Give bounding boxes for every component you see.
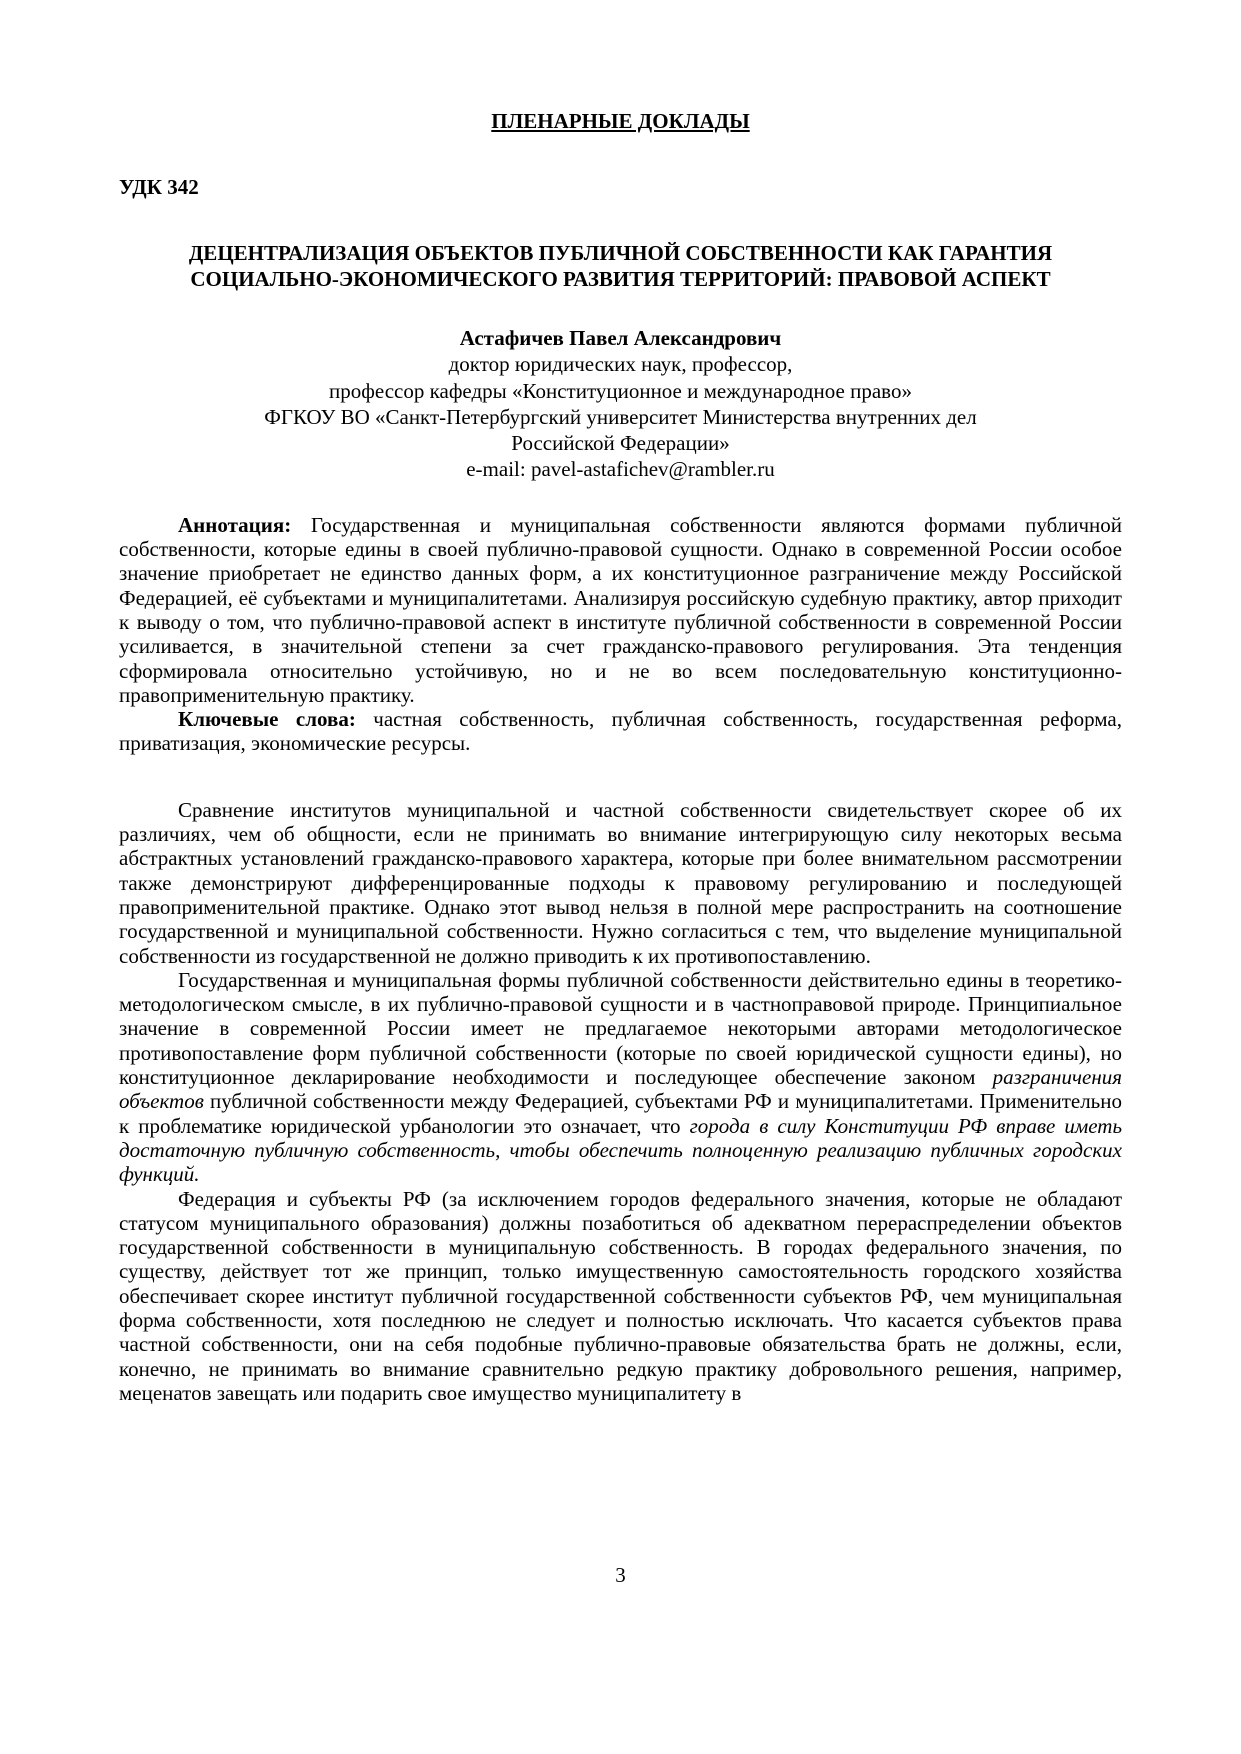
page-number: 3 (615, 1563, 626, 1587)
body-paragraph-2-text-c: публичной собственности между Федерацией, субъектами РФ и муниципалитетами. Применительно к проблематике юридической урбанологии это означает, что (119, 1089, 1122, 1138)
author-name: Астафичев Павел Александрович (459, 326, 782, 350)
body-paragraph-2-emphasis-1: разграничения объектов (119, 1065, 1122, 1114)
keywords (119, 707, 1122, 756)
paper-title (119, 240, 1122, 292)
title-line-1: ДЕЦЕНТРАЛИЗАЦИЯ ОБЪЕКТОВ ПУБЛИЧНОЙ СОБСТВЕННОСТИ КАК ГАРАНТИЯ (188, 241, 1053, 265)
keywords-text: частная собственность, публичная собственность, государственная реформа, приватизация, экономические ресурсы. (119, 707, 1122, 756)
body-paragraph-2 (119, 968, 1122, 1187)
body-paragraph-2-emphasis-2: города в силу Конституции РФ вправе иметь достаточную публичную собственность, чтобы обеспечить полноценную реализацию публичных городских функций. (119, 1113, 1123, 1187)
document-page (119, 100, 1122, 1720)
author-position: профессор кафедры «Конституционное и международное право» (329, 378, 912, 403)
author-degree: доктор юридических наук, профессор, (448, 352, 793, 377)
udk-code: УДК 342 (119, 175, 199, 199)
abstract-text: Государственная и муниципальная собственности являются формами публичной собственности, которые едины в своей публично-правовой сущности. Однако в современной России особое значение приобретает не единство данных форм, а их конституционное разграничение между Российской Федерацией, её субъектами и муниципалитетами. Анализируя российскую судебную практику, автор приходит к выводу о том, что публично-правовой аспект в институте публичной собственности в современной России усиливается, в значительной степени за счет гражданско-правового регулирования. Эта тенденция сформировала относительно устойчивую, но и не во всем последовательную конституционно-правоприменительную практику. (119, 512, 1122, 707)
abstract (119, 513, 1122, 707)
body-paragraph-3: Федерация и субъекты РФ (за исключением городов федерального значения, которые не обладают статусом муниципального образования) должны позаботиться об адекватном перераспределении объектов государственной собственности в муниципальную собственность. В городах федерального значения, по существу, действует тот же принцип, только имущественную самостоятельность городского хозяйства обеспечивает скорее институт публичной государственной собственности субъектов РФ, чем муниципальная форма собственности, хотя последнюю не следует и полностью исключать. Что касается субъектов права частной собственности, они на себя подобные публично-правовые обязательства брать не должны, если, конечно, не принимать во внимание сравнительно редкую практику добровольного решения, например, меценатов завещать или подарить свое имущество муниципалитету в (119, 1186, 1122, 1405)
title-line-2: СОЦИАЛЬНО-ЭКОНОМИЧЕСКОГО РАЗВИТИЯ ТЕРРИТОРИЙ: ПРАВОВОЙ АСПЕКТ (190, 267, 1051, 291)
body-paragraph-2-text-a: Государственная и муниципальная формы публичной собственности действительно едины в теоретико-методологическом смысле, в их публично-правовой сущности и в частноправовой природе. Принципиальное значение в современной России имеет не предлагаемое некоторыми авторами методологическое противопоставление форм публичной собственности (которые по своей юридической сущности едины), но конституционное декларирование необходимости и последующее обеспечение законом (119, 967, 1122, 1090)
keywords-label: Ключевые слова: (178, 707, 356, 732)
abstract-label: Аннотация: (178, 512, 292, 537)
body-paragraph-1: Сравнение институтов муниципальной и частной собственности свидетельствует скорее об их различиях, чем об общности, если не принимать во внимание интегрирующую силу некоторых весьма абстрактных установлений гражданско-правового характера, которые при более внимательном рассмотрении также демонстрируют дифференцированные подходы к правовому регулированию и последующей правоприменительной практике. Однако этот вывод нельзя в полной мере распространить на соотношение государственной и муниципальной собственности. Нужно согласиться с тем, что выделение муниципальной собственности из государственной не должно приводить к их противопоставлению. (119, 797, 1122, 968)
author-email: e-mail: pavel-astafichev@rambler.ru (466, 457, 775, 482)
section-heading: ПЛЕНАРНЫЕ ДОКЛАДЫ (491, 109, 750, 133)
author-organization-line-1: ФГКОУ ВО «Санкт-Петербургский университет Министерства внутренних дел (264, 404, 977, 429)
author-organization-line-2: Российской Федерации» (511, 431, 730, 456)
author-block (119, 325, 1122, 483)
